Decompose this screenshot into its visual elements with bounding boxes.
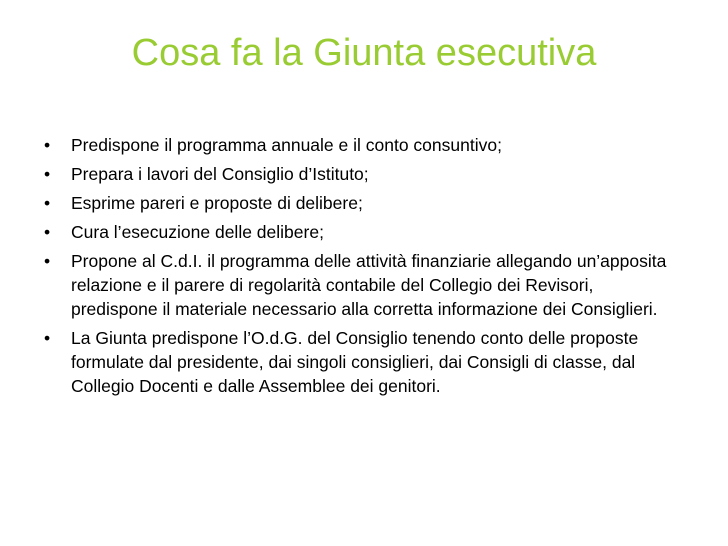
bullet-icon: • [44,251,51,271]
bullet-item-3 [44,191,684,215]
bullet-icon: • [44,135,51,155]
bullet-text: Esprime pareri e proposte di delibere; [71,193,363,213]
bullet-icon: • [44,193,51,213]
bullet-item-6 [44,326,684,398]
bullet-icon: • [44,328,51,348]
bullet-item-5 [44,249,684,321]
bullet-text: Prepara i lavori del Consiglio d’Istituto; [71,164,369,184]
bullet-text: Predispone il programma annuale e il conto consuntivo; [71,135,502,155]
bullet-item-4 [44,220,684,244]
bullet-item-1 [44,133,684,157]
bullet-text: Cura l’esecuzione delle delibere; [71,222,324,242]
bullet-text: Propone al C.d.I. il programma delle attività finanziarie allegando un’apposita relazione e il parere di regolarità contabile del Collegio dei Revisori, predispone il materiale necessario alla corretta informazione dei Consiglieri. [71,251,667,319]
slide-title: Cosa fa la Giunta esecutiva [131,32,597,74]
bullet-item-2 [44,162,684,186]
bullet-icon: • [44,222,51,242]
bullet-list [44,133,684,403]
bullet-icon: • [44,164,51,184]
bullet-text: La Giunta predispone l’O.d.G. del Consiglio tenendo conto delle proposte formulate dal presidente, dai singoli consiglieri, dai Consigli di classe, dal Collegio Docenti e dalle Assemblee dei genitori. [71,328,639,396]
